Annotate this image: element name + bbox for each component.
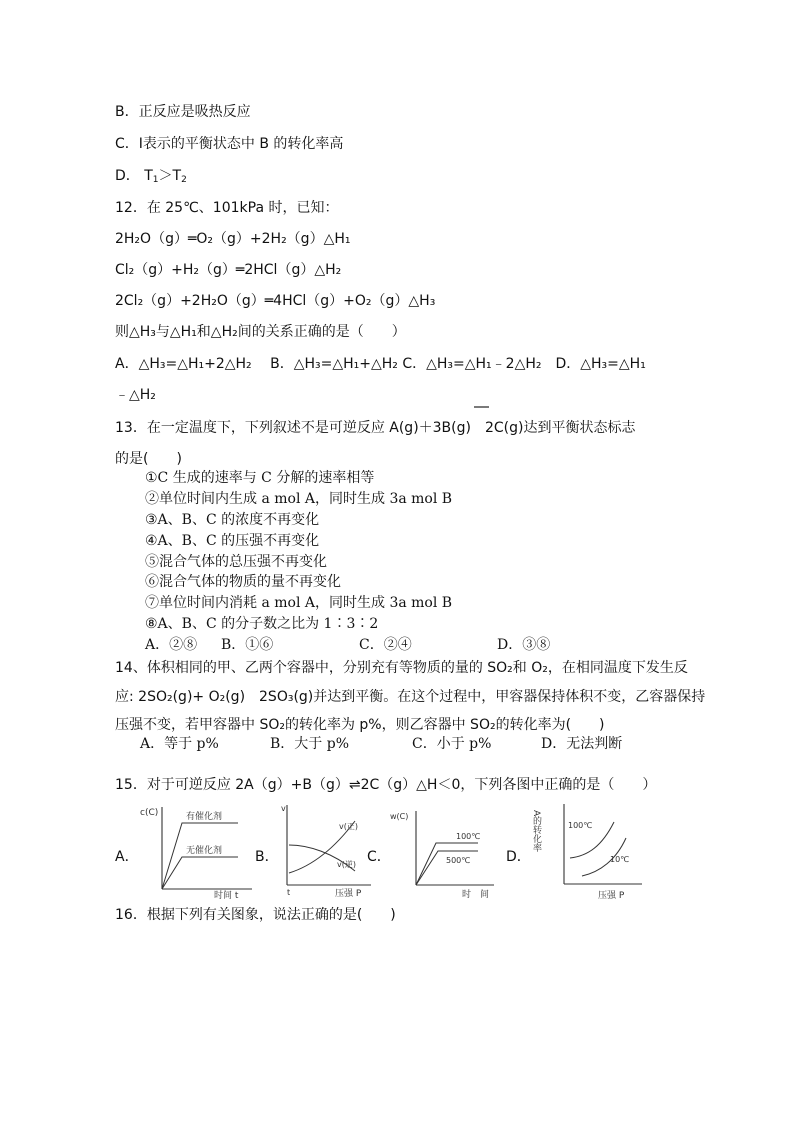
q12-equation-2: Cl₂（g）+H₂（g）═2HCl（g）△H₂ xyxy=(115,262,342,278)
q13-stem-cont: 的是( ) xyxy=(115,451,182,467)
graph-c-ylabel: w(C) xyxy=(390,812,409,821)
q13-stem: 13．在一定温度下，下列叙述不是可逆反应 A(g)＋3B(g) 2C(g)达到平衡状态标志 xyxy=(115,420,636,436)
q13-item-6: ⑥混合气体的物质的量不再变化 xyxy=(145,574,341,590)
q11-d-sub2: 2 xyxy=(181,175,187,185)
graph-a-xlabel: 时间 t xyxy=(214,891,239,899)
graph-d-curve-1: 100℃ xyxy=(568,821,593,830)
graph-b-curve-1: v(正) xyxy=(339,822,358,831)
q13-item-3: ③A、B、C 的浓度不再变化 xyxy=(145,512,320,528)
q13-option-c: C．②④ xyxy=(359,637,412,653)
q15-graph-d xyxy=(530,800,650,902)
q16-stem: 16．根据下列有关图象，说法正确的是( ) xyxy=(115,907,396,923)
graph-d-xlabel: 压强 P xyxy=(598,891,625,901)
q15-graph-a xyxy=(134,803,254,899)
q13-item-2: ②单位时间内生成 a mol A，同时生成 3a mol B xyxy=(145,491,453,507)
graph-c-curve-1: 100℃ xyxy=(456,832,481,841)
q12-equation-1: 2H₂O（g）═O₂（g）+2H₂（g）△H₁ xyxy=(115,231,351,247)
q11-d-text: D． T xyxy=(115,168,153,184)
q13-item-8: ⑧A、B、C 的分子数之比为 1∶3∶2 xyxy=(145,616,379,632)
q13-option-a: A．②⑧ xyxy=(145,637,198,653)
q13-item-7: ⑦单位时间内消耗 a mol A，同时生成 3a mol B xyxy=(145,595,453,611)
q15-label-b: B． xyxy=(255,849,279,865)
q15-label-d: D． xyxy=(506,849,531,865)
q13-item-1: ①C 生成的速率与 C 分解的速率相等 xyxy=(145,470,375,486)
q14-option-d: D．无法判断 xyxy=(541,736,623,752)
q11-d-mid: ＞T xyxy=(158,168,182,184)
q11-option-d xyxy=(115,167,187,185)
q12-options-cont: ﹣△H₂ xyxy=(115,387,156,403)
graph-d-ylabel: A的转化率 xyxy=(531,810,541,853)
graph-b-origin: t xyxy=(287,888,291,897)
graph-a-curve-1: 有催化剂 xyxy=(186,812,223,822)
q13-option-b: B．①⑥ xyxy=(221,637,274,653)
q13-option-d: D．③⑧ xyxy=(497,637,551,653)
graph-c-xlabel: 时 间 xyxy=(462,890,490,900)
q14-option-a: A．等于 p% xyxy=(140,736,219,752)
q14-option-c: C．小于 p% xyxy=(412,736,492,752)
q11-option-b: B．正反应是吸热反应 xyxy=(115,104,251,120)
q12-question: 则△H₃与△H₁和△H₂间的关系正确的是（ ） xyxy=(115,324,406,340)
graph-d-curve-2: 10℃ xyxy=(610,855,630,864)
graph-b-xlabel: 压强 P xyxy=(335,889,362,899)
q14-line-1: 14、体积相同的甲、乙两个容器中，分别充有等物质的量的 SO₂和 O₂，在相同温度下发生反 xyxy=(115,660,688,676)
q15-stem: 15．对于可逆反应 2A（g）+B（g）⇌2C（g）△H＜0，下列各图中正确的是（ ） xyxy=(115,777,657,793)
q11-d-sub1: 1 xyxy=(152,175,159,185)
q13-item-4: ④A、B、C 的压强不再变化 xyxy=(145,533,320,549)
q14-option-b: B．大于 p% xyxy=(270,736,350,752)
q15-label-a: A． xyxy=(115,849,139,865)
q14-line-2: 应: 2SO₂(g)+ O₂(g) 2SO₃(g)并达到平衡。在这个过程中，甲容器保持体积不变，乙容器保持 xyxy=(115,689,706,705)
q12-equation-3: 2Cl₂（g）+2H₂O（g）═4HCl（g）+O₂（g）△H₃ xyxy=(115,293,436,309)
equilibrium-arrow-mark xyxy=(474,405,490,409)
q14-line-3: 压强不变，若甲容器中 SO₂的转化率为 p%，则乙容器中 SO₂的转化率为( ) xyxy=(115,717,605,733)
graph-c-curve-2: 500℃ xyxy=(446,856,471,865)
q13-item-5: ⑤混合气体的总压强不再变化 xyxy=(145,554,327,570)
graph-b-ylabel: v xyxy=(281,804,286,813)
graph-a-ylabel: c(C) xyxy=(140,808,159,818)
q12-options: A．△H₃=△H₁+2△H₂ B．△H₃=△H₁+△H₂ C．△H₃=△H₁﹣2△H₂ D．△H₃=△H₁ xyxy=(115,356,646,372)
q11-option-c: C．Ⅰ表示的平衡状态中 B 的转化率高 xyxy=(115,136,344,152)
q15-label-c: C． xyxy=(367,849,391,865)
graph-b-curve-2: v(逆) xyxy=(337,860,356,869)
q12-stem: 12．在 25℃、101kPa 时，已知： xyxy=(115,200,339,216)
q15-graph-b xyxy=(275,801,375,899)
graph-a-curve-2: 无催化剂 xyxy=(186,846,223,856)
q15-graph-c xyxy=(386,805,496,901)
